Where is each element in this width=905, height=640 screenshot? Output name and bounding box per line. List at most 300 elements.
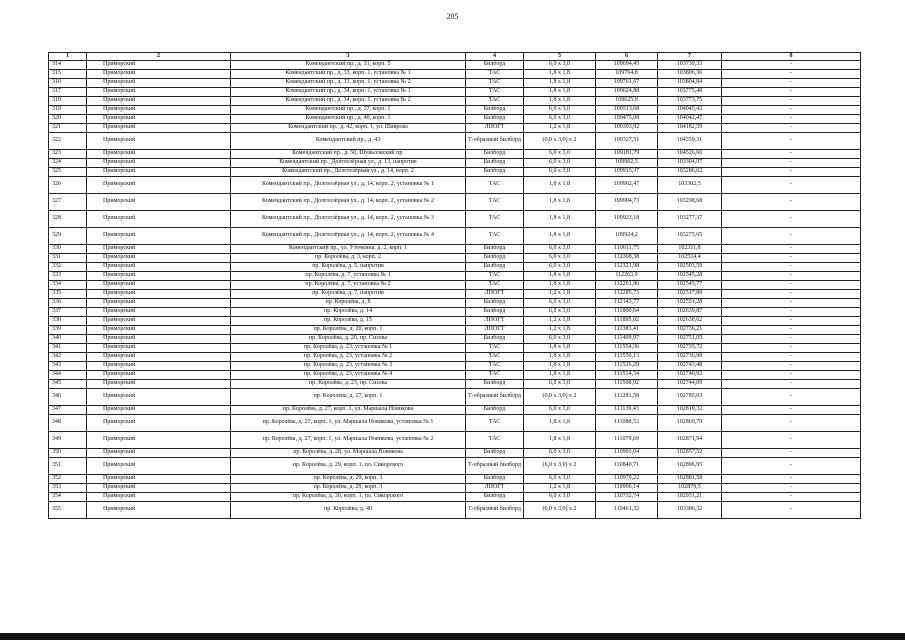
table-row	[49, 457, 861, 474]
district: Приморский	[87, 448, 231, 457]
construction-type: ТАС	[466, 96, 524, 105]
size: 1,8 х 1,8	[524, 414, 596, 431]
coord-y: 102545,28	[658, 271, 722, 280]
size: (6,0 х 3,0) х 2	[524, 457, 596, 474]
note: -	[722, 379, 861, 388]
size: 6,0 х 3,0	[524, 298, 596, 307]
coord-y: 102503,59	[658, 262, 722, 271]
construction-type: Билборд	[466, 379, 524, 388]
address: пр. Королёва, д. 7, установка № 2	[231, 280, 466, 289]
coord-y: 103386,32	[658, 501, 722, 518]
note: -	[722, 289, 861, 298]
row-number: 352	[49, 474, 87, 483]
row-number: 346	[49, 388, 87, 405]
district: Приморский	[87, 501, 231, 518]
size: 1,8 х 1,8	[524, 271, 596, 280]
district: Приморский	[87, 244, 231, 253]
address: пр. Королёва, д. 29, корп. 3	[231, 483, 466, 492]
coord-x: 112261,96	[596, 280, 658, 289]
note: -	[722, 167, 861, 176]
note: -	[722, 280, 861, 289]
table-row	[49, 289, 861, 298]
district: Приморский	[87, 114, 231, 123]
size: 1,2 х 1,8	[524, 325, 596, 334]
size: 6,0 х 3,0	[524, 474, 596, 483]
construction-type: ТАС	[466, 352, 524, 361]
coord-y: 104045,43	[658, 105, 722, 114]
note: -	[722, 227, 861, 244]
row-number: 343	[49, 361, 87, 370]
district: Приморский	[87, 262, 231, 271]
table-body	[49, 60, 861, 518]
district: Приморский	[87, 132, 231, 149]
size: 1,8 х 1,8	[524, 87, 596, 96]
row-number: 319	[49, 105, 87, 114]
table-row	[49, 149, 861, 158]
row-number: 316	[49, 78, 87, 87]
size: (6,0 х 3,0) х 2	[524, 132, 596, 149]
coord-y: 102638,62	[658, 316, 722, 325]
coord-y: 103277,37	[658, 210, 722, 227]
row-number: 332	[49, 262, 87, 271]
address: пр. Королёва, д. 40	[231, 501, 466, 518]
note: -	[722, 431, 861, 448]
address: пр. Королёва, д. 23, установка № 1	[231, 343, 466, 352]
coord-x: 109923,18	[596, 210, 658, 227]
column-header: 8	[722, 53, 861, 61]
table-row	[49, 132, 861, 149]
coord-x: 109761,67	[596, 78, 658, 87]
coord-y: 102785,03	[658, 388, 722, 405]
address: пр. Королёва, д. 23, установка № 4	[231, 370, 466, 379]
district: Приморский	[87, 210, 231, 227]
size: 6,0 х 3,0	[524, 334, 596, 343]
district: Приморский	[87, 158, 231, 167]
coord-x: 110840,71	[596, 457, 658, 474]
address: Комендантский пр., д. 37, корп. 1	[231, 105, 466, 114]
coord-x: 109393,92	[596, 123, 658, 132]
district: Приморский	[87, 431, 231, 448]
address: пр. Королёва, д. 27, корп. 1, ул. Маршала Новикова	[231, 405, 466, 414]
address: Комендантский пр., Долгоозёрная ул., д. 14, корп. 2, установка № 2	[231, 193, 466, 210]
row-number: 315	[49, 69, 87, 78]
coord-x: 111079,69	[596, 431, 658, 448]
construction-type: Билборд	[466, 167, 524, 176]
district: Приморский	[87, 227, 231, 244]
table-row	[49, 448, 861, 457]
coord-y: 103806,36	[658, 69, 722, 78]
coord-y: 103298,68	[658, 193, 722, 210]
table-row	[49, 105, 861, 114]
note: -	[722, 501, 861, 518]
address: пр. Королёва, д. 29, корп. 1, пл. Сикорского	[231, 457, 466, 474]
row-number: 325	[49, 167, 87, 176]
district: Приморский	[87, 176, 231, 193]
coord-x: 111409,97	[596, 334, 658, 343]
coord-y: 102857,52	[658, 448, 722, 457]
size: 1,8 х 1,8	[524, 210, 596, 227]
district: Приморский	[87, 149, 231, 158]
note: -	[722, 298, 861, 307]
row-number: 353	[49, 483, 87, 492]
coord-y: 102311,8	[658, 244, 722, 253]
note: -	[722, 87, 861, 96]
address: пр. Королёва, д. 20, пр. Сизова	[231, 334, 466, 343]
note: -	[722, 316, 861, 325]
coord-y: 104526,66	[658, 149, 722, 158]
construction-type: Т-образный билборд	[466, 457, 524, 474]
address: Комендантский пр., д. 34, корп. 1, установка № 1	[231, 87, 466, 96]
address: пр. Королёва, д. 27, корп. 1	[231, 388, 466, 405]
row-number: 345	[49, 379, 87, 388]
coord-x: 111281,58	[596, 388, 658, 405]
row-number: 340	[49, 334, 87, 343]
address: пр. Королёва, д. 20, корп. 1	[231, 325, 466, 334]
district: Приморский	[87, 271, 231, 280]
address: пр. Королёва, д. 23, установка № 3	[231, 361, 466, 370]
coord-x: 110732,74	[596, 492, 658, 501]
address: Комендантский пр., д. 33, корп. 1, установка № 1	[231, 69, 466, 78]
coord-y: 103275,65	[658, 227, 722, 244]
size: 1,8 х 1,8	[524, 431, 596, 448]
size: 1,8 х 1,8	[524, 69, 596, 78]
column-header: 7	[658, 53, 722, 61]
row-number: 317	[49, 87, 87, 96]
construction-type: ТАС	[466, 69, 524, 78]
row-number: 349	[49, 431, 87, 448]
row-number: 323	[49, 149, 87, 158]
size: 1,2 х 1,8	[524, 316, 596, 325]
construction-type: ТАС	[466, 227, 524, 244]
table-row	[49, 492, 861, 501]
coord-x: 112263,9	[596, 271, 658, 280]
column-header: 6	[596, 53, 658, 61]
note: -	[722, 405, 861, 414]
size: 1,8 х 1,8	[524, 227, 596, 244]
column-header: 1	[49, 53, 87, 61]
table-row	[49, 388, 861, 405]
address: пр. Королёва, д. 3, корп. 2	[231, 253, 466, 262]
table-row	[49, 379, 861, 388]
note: -	[722, 105, 861, 114]
size: 1,8 х 1,8	[524, 193, 596, 210]
note: -	[722, 123, 861, 132]
district: Приморский	[87, 193, 231, 210]
coord-x: 109924,2	[596, 227, 658, 244]
note: -	[722, 370, 861, 379]
coord-y: 102551,28	[658, 298, 722, 307]
district: Приморский	[87, 316, 231, 325]
address: Комендантский пр., Долгоозёрная ул., д. 14, корп. 2, установка № 3	[231, 210, 466, 227]
district: Приморский	[87, 78, 231, 87]
coord-x: 110993,04	[596, 448, 658, 457]
coord-y: 102639,87	[658, 307, 722, 316]
note: -	[722, 388, 861, 405]
district: Приморский	[87, 96, 231, 105]
row-number: 327	[49, 193, 87, 210]
address: Комендантский пр., Долгоозёрная ул., д. 14, корп. 2, установка № 1	[231, 176, 466, 193]
construction-type: Билборд	[466, 158, 524, 167]
construction-type: ТАС	[466, 431, 524, 448]
row-number: 339	[49, 325, 87, 334]
address: пр. Королёва, д. 27, корп. 1, ул. Маршала Новикова, установка № 1	[231, 414, 466, 431]
coord-x: 109327,51	[596, 132, 658, 149]
note: -	[722, 158, 861, 167]
table-row	[49, 298, 861, 307]
coord-y: 102517,89	[658, 289, 722, 298]
note: -	[722, 176, 861, 193]
size: 6,0 х 3,0	[524, 105, 596, 114]
note: -	[722, 210, 861, 227]
scan-edge	[0, 633, 905, 640]
construction-type: ТАС	[466, 361, 524, 370]
table-row	[49, 167, 861, 176]
table-row	[49, 370, 861, 379]
table-row	[49, 262, 861, 271]
address: пр. Королёва, д. 7, установка № 1	[231, 271, 466, 280]
row-number: 344	[49, 370, 87, 379]
address: пр. Королёва, д. 8	[231, 298, 466, 307]
construction-type: ТАС	[466, 414, 524, 431]
size: 1,8 х 1,8	[524, 96, 596, 105]
construction-type: ЛПОГТ	[466, 325, 524, 334]
coord-y: 102871,94	[658, 431, 722, 448]
construction-type: ЛПОГТ	[466, 289, 524, 298]
note: -	[722, 492, 861, 501]
coord-x: 109624,88	[596, 87, 658, 96]
coord-y: 102896,95	[658, 457, 722, 474]
coord-y: 102736,21	[658, 325, 722, 334]
row-number: 350	[49, 448, 87, 457]
column-header: 3	[231, 53, 466, 61]
district: Приморский	[87, 298, 231, 307]
row-number: 333	[49, 271, 87, 280]
coord-x: 109904,73	[596, 193, 658, 210]
address: Комендантский пр., ул. Уточкина, д. 2, корп. 1	[231, 244, 466, 253]
coord-x: 111383,41	[596, 325, 658, 334]
coord-y: 102881,58	[658, 474, 722, 483]
note: -	[722, 352, 861, 361]
table-row	[49, 271, 861, 280]
address: Комендантский пр., Долгоозёрная ул., д. 14, корп. 2	[231, 167, 466, 176]
row-number: 321	[49, 123, 87, 132]
note: -	[722, 262, 861, 271]
coord-y: 102931,21	[658, 492, 722, 501]
note: -	[722, 253, 861, 262]
row-number: 334	[49, 280, 87, 289]
construction-type: ТАС	[466, 210, 524, 227]
address: пр. Королёва, д. 23, установка № 2	[231, 352, 466, 361]
district: Приморский	[87, 289, 231, 298]
table-row	[49, 123, 861, 132]
table-row	[49, 60, 861, 69]
size: 6,0 х 3,0	[524, 448, 596, 457]
page-number: 205	[446, 12, 459, 21]
note: -	[722, 483, 861, 492]
district: Приморский	[87, 334, 231, 343]
coord-y: 102524,4	[658, 253, 722, 262]
row-number: 328	[49, 210, 87, 227]
construction-type: Билборд	[466, 492, 524, 501]
address: пр. Королёва, д. 27, корп. 1, ул. Маршала Новикова, установка № 2	[231, 431, 466, 448]
coord-y: 103773,75	[658, 96, 722, 105]
address: пр. Королёва, д. 5, напротив	[231, 262, 466, 271]
address: пр. Королёва, д. 29, корп. 3	[231, 474, 466, 483]
construction-type: ТАС	[466, 87, 524, 96]
note: -	[722, 361, 861, 370]
coord-y: 103304,97	[658, 158, 722, 167]
district: Приморский	[87, 414, 231, 431]
construction-type: Билборд	[466, 253, 524, 262]
size: 6,0 х 3,0	[524, 405, 596, 414]
table-row	[49, 483, 861, 492]
address: Комендантский пр., д. 34, корп. 1, установка № 2	[231, 96, 466, 105]
coord-x: 109694,45	[596, 60, 658, 69]
coord-y: 102879,5	[658, 483, 722, 492]
coord-x: 109181,79	[596, 149, 658, 158]
table-row	[49, 431, 861, 448]
table-row	[49, 87, 861, 96]
district: Приморский	[87, 253, 231, 262]
row-number: 330	[49, 244, 87, 253]
coord-x: 111550,13	[596, 352, 658, 361]
size: 1,8 х 1,8	[524, 361, 596, 370]
row-number: 331	[49, 253, 87, 262]
row-number: 322	[49, 132, 87, 149]
coord-x: 109962,3	[596, 158, 658, 167]
coord-y: 102746,92	[658, 370, 722, 379]
coord-y: 102744,09	[658, 379, 722, 388]
coord-x: 111514,34	[596, 370, 658, 379]
table-row	[49, 343, 861, 352]
table-row	[49, 361, 861, 370]
construction-type: ТАС	[466, 271, 524, 280]
table-row	[49, 280, 861, 289]
row-number: 320	[49, 114, 87, 123]
row-number: 348	[49, 414, 87, 431]
construction-type: Билборд	[466, 405, 524, 414]
table-row	[49, 352, 861, 361]
table-row	[49, 501, 861, 518]
district: Приморский	[87, 343, 231, 352]
coord-x: 111895,02	[596, 316, 658, 325]
column-header: 4	[466, 53, 524, 61]
construction-type: Билборд	[466, 262, 524, 271]
coord-y: 102735,72	[658, 343, 722, 352]
row-number: 329	[49, 227, 87, 244]
size: 6,0 х 3,0	[524, 307, 596, 316]
table-row	[49, 405, 861, 414]
table-row	[49, 474, 861, 483]
coord-y: 103302,5	[658, 176, 722, 193]
coord-y: 102751,05	[658, 334, 722, 343]
coord-x: 111139,43	[596, 405, 658, 414]
construction-type: Билборд	[466, 334, 524, 343]
coord-x: 112321,98	[596, 262, 658, 271]
column-header: 5	[524, 53, 596, 61]
district: Приморский	[87, 474, 231, 483]
table-row	[49, 210, 861, 227]
row-number: 342	[49, 352, 87, 361]
construction-type: Т-образный билборд	[466, 388, 524, 405]
coord-y: 103739,33	[658, 60, 722, 69]
district: Приморский	[87, 123, 231, 132]
address: Комендантский пр., д. 31, корп. 5	[231, 60, 466, 69]
district: Приморский	[87, 379, 231, 388]
address: пр. Королёва, д. 14	[231, 307, 466, 316]
size: 6,0 х 3,0	[524, 149, 596, 158]
construction-type: Билборд	[466, 244, 524, 253]
size: (6,0 х 3,0) х 2	[524, 388, 596, 405]
address: Комендантский пр., д. 42, корп. 1, ул. Шаврова	[231, 123, 466, 132]
note: -	[722, 244, 861, 253]
size: 1,2 х 1,8	[524, 483, 596, 492]
coord-y: 103286,62	[658, 167, 722, 176]
address: Комендантский пр., Долгоозёрная ул., д. 14, корп. 2, установка № 4	[231, 227, 466, 244]
coord-y: 103804,84	[658, 78, 722, 87]
size: 6,0 х 3,0	[524, 253, 596, 262]
table-row	[49, 334, 861, 343]
coord-y: 102545,77	[658, 280, 722, 289]
table-row	[49, 253, 861, 262]
construction-type: Билборд	[466, 60, 524, 69]
size: 1,8 х 1,8	[524, 176, 596, 193]
coord-y: 103775,48	[658, 87, 722, 96]
district: Приморский	[87, 167, 231, 176]
row-number: 324	[49, 158, 87, 167]
note: -	[722, 474, 861, 483]
district: Приморский	[87, 388, 231, 405]
size: 6,0 х 3,0	[524, 114, 596, 123]
construction-type: Билборд	[466, 474, 524, 483]
coord-x: 111554,36	[596, 343, 658, 352]
size: 1,2 х 1,8	[524, 289, 596, 298]
construction-type: ЛПОГТ	[466, 483, 524, 492]
address: пр. Королёва, д. 7, напротив	[231, 289, 466, 298]
size: 6,0 х 3,0	[524, 244, 596, 253]
table-row	[49, 325, 861, 334]
coord-y: 104042,47	[658, 114, 722, 123]
size: 1,8 х 1,8	[524, 78, 596, 87]
coord-x: 109513,68	[596, 105, 658, 114]
row-number: 351	[49, 457, 87, 474]
row-number: 337	[49, 307, 87, 316]
note: -	[722, 307, 861, 316]
district: Приморский	[87, 492, 231, 501]
note: -	[722, 343, 861, 352]
address: Комендантский пр., д. 50, Шуваловский пр.	[231, 149, 466, 158]
address: Комендантский пр., Долгоозёрная ул., д. 13, напротив	[231, 158, 466, 167]
district: Приморский	[87, 405, 231, 414]
address: пр. Королёва, д. 15	[231, 316, 466, 325]
row-number: 336	[49, 298, 87, 307]
coord-x: 112285,73	[596, 289, 658, 298]
size: 1,8 х 1,8	[524, 343, 596, 352]
address: пр. Королёва, д. 23, пр. Сизова	[231, 379, 466, 388]
coord-x: 109764,8	[596, 69, 658, 78]
address: Комендантский пр., д. 43	[231, 132, 466, 149]
construction-type: Т-образный билборд	[466, 132, 524, 149]
size: (6,0 х 3,0) х 2	[524, 501, 596, 518]
coord-x: 110461,32	[596, 501, 658, 518]
table-row	[49, 69, 861, 78]
construction-type: ТАС	[466, 78, 524, 87]
table-row	[49, 176, 861, 193]
size: 6,0 х 3,0	[524, 492, 596, 501]
address: пр. Королёва, д. 28, ул. Маршала Новикова	[231, 448, 466, 457]
size: 6,0 х 3,0	[524, 158, 596, 167]
district: Приморский	[87, 457, 231, 474]
